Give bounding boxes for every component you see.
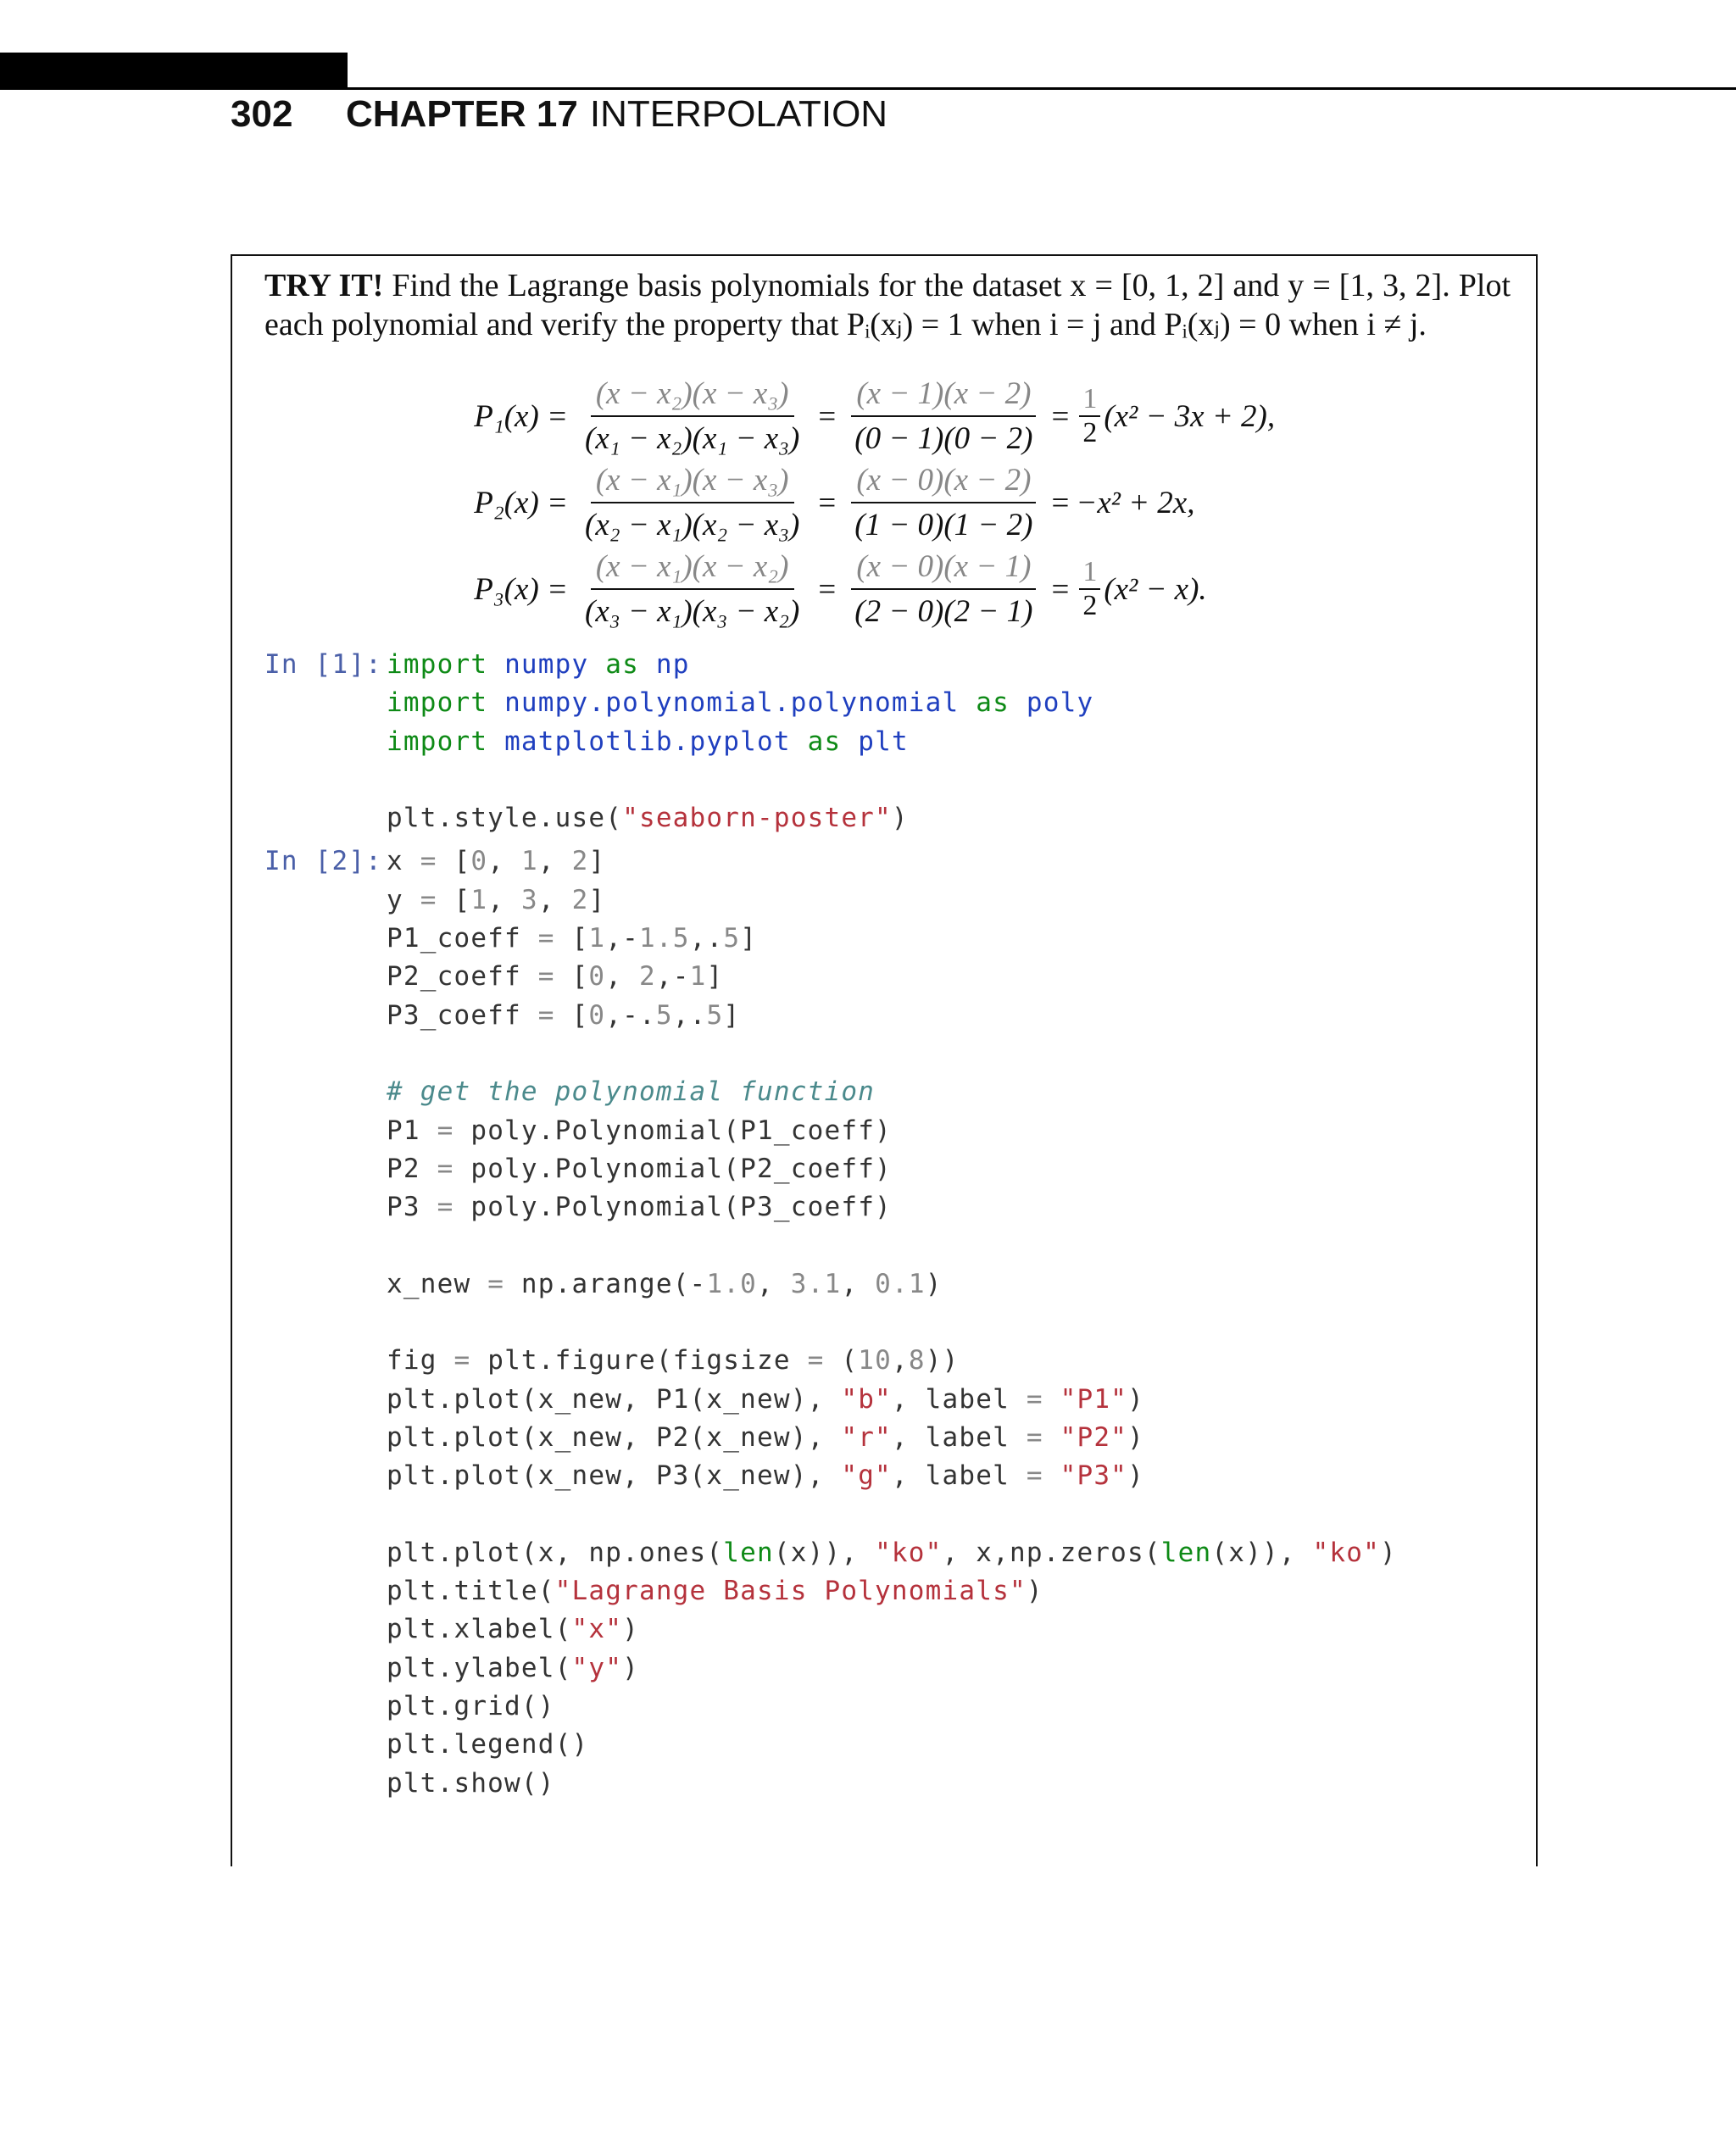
fraction-denominator: (x₃ − x₁)(x₃ − x₂) [585, 594, 800, 629]
equation-lhs: P₃(x) = [474, 571, 568, 607]
code-line [264, 1457, 1397, 1495]
code-text: plt.show() [387, 1767, 555, 1799]
fraction-substituted [849, 548, 1038, 630]
fraction-numerator: (x − x₁)(x − x₂) [591, 548, 794, 590]
coefficient-numerator: 1 [1079, 383, 1100, 417]
header-bar [0, 53, 348, 90]
code-line [264, 1572, 1397, 1610]
fraction-substituted [849, 462, 1038, 543]
fraction-substituted [849, 375, 1038, 457]
code-cell [264, 842, 1397, 1802]
equation-result: (x² − x). [1104, 571, 1207, 607]
cell-prompt: In [1]: [264, 649, 383, 680]
header-rule [348, 87, 1736, 90]
code-line [264, 761, 1397, 799]
code-text: plt.plot(x_new, P1(x_new), "b", label = "P1") [387, 1383, 1144, 1415]
fraction-general [580, 375, 804, 457]
code-text: plt.plot(x_new, P3(x_new), "g", label = "P3") [387, 1460, 1144, 1492]
code-text: plt.style.use("seaborn-poster") [387, 803, 909, 834]
coefficient-numerator: 1 [1079, 556, 1100, 590]
code-text: plt.ylabel("y") [387, 1652, 639, 1683]
try-it-lead: TRY IT! [264, 268, 384, 303]
fraction-numerator: (x − 0)(x − 2) [851, 462, 1036, 503]
code-line [264, 1610, 1397, 1649]
code-text: P2 = poly.Polynomial(P2_coeff) [387, 1153, 892, 1184]
coefficient-denominator: 2 [1082, 590, 1098, 621]
equation-row [458, 373, 1275, 459]
code-line [264, 1726, 1397, 1764]
code-line [264, 997, 1397, 1035]
fraction-numerator: (x − 0)(x − 1) [851, 548, 1036, 590]
fraction-denominator: (0 − 1)(0 − 2) [854, 421, 1033, 456]
code-text: x = [0, 1, 2] [387, 846, 606, 877]
code-cell [264, 646, 1397, 837]
fraction-numerator: (x − x₂)(x − x₃) [591, 375, 794, 417]
code-line [264, 958, 1397, 996]
code-line [264, 1765, 1397, 1803]
equals-sign: = [1051, 485, 1070, 520]
code-listing [264, 646, 1397, 1803]
fraction-general [580, 462, 804, 543]
code-text: plt.legend() [387, 1729, 589, 1760]
code-text: P3_coeff = [0,-.5,.5] [387, 999, 741, 1031]
code-text: plt.xlabel("x") [387, 1614, 639, 1645]
code-line [264, 881, 1397, 920]
intro-line-2: each polynomial and verify the property that Pᵢ(xⱼ) = 1 when i = j and Pᵢ(xⱼ) = 0 when i ≠ j. [264, 307, 1427, 342]
code-text: import numpy.polynomial.polynomial as poly [387, 687, 1094, 719]
equals-sign: = [1051, 398, 1070, 434]
code-line [264, 1649, 1397, 1688]
code-line [264, 1534, 1397, 1572]
page-number: 302 [231, 93, 293, 135]
code-text: plt.plot(x_new, P2(x_new), "r", label = "P2") [387, 1421, 1144, 1453]
chapter-heading [346, 93, 887, 136]
fraction-denominator: (1 − 0)(1 − 2) [854, 508, 1033, 542]
code-line [264, 684, 1397, 722]
equals-sign: = [818, 485, 837, 520]
code-text: plt.title("Lagrange Basis Polynomials") [387, 1576, 1043, 1607]
equals-sign: = [1051, 571, 1070, 607]
code-text: # get the polynomial function [387, 1076, 876, 1108]
chapter-title: INTERPOLATION [589, 93, 888, 135]
equals-sign: = [818, 571, 837, 607]
code-line [264, 1342, 1397, 1380]
code-line [264, 1112, 1397, 1150]
code-line [264, 1688, 1397, 1726]
code-text: import numpy as np [387, 649, 690, 680]
equals-sign: = [818, 398, 837, 434]
coefficient-fraction [1079, 383, 1100, 449]
code-text: plt.grid() [387, 1691, 555, 1722]
equation-row [458, 459, 1275, 546]
code-text: P1_coeff = [1,-1.5,.5] [387, 923, 758, 954]
code-line [264, 1381, 1397, 1419]
fraction-denominator: (2 − 0)(2 − 1) [854, 594, 1033, 629]
code-text: P3 = poly.Polynomial(P3_coeff) [387, 1192, 892, 1223]
coefficient-denominator: 2 [1082, 417, 1098, 448]
code-text: y = [1, 3, 2] [387, 884, 606, 915]
coefficient-fraction [1079, 556, 1100, 622]
fraction-numerator: (x − x₁)(x − x₃) [591, 462, 794, 503]
code-line [264, 1150, 1397, 1188]
code-line [264, 799, 1397, 837]
code-text: plt.plot(x, np.ones(len(x)), "ko", x,np.zeros(len(x)), "ko") [387, 1537, 1397, 1568]
code-line [264, 723, 1397, 761]
code-line [264, 646, 1397, 684]
code-text: P1 = poly.Polynomial(P1_coeff) [387, 1115, 892, 1146]
cell-prompt: In [2]: [264, 846, 383, 877]
code-line [264, 842, 1397, 881]
fraction-denominator: (x₂ − x₁)(x₂ − x₃) [585, 508, 800, 542]
code-text: x_new = np.arange(-1.0, 3.1, 0.1) [387, 1268, 943, 1299]
equation-lhs: P₁(x) = [474, 398, 568, 434]
code-line [264, 1188, 1397, 1226]
fraction-denominator: (x₁ − x₂)(x₁ − x₃) [585, 421, 800, 456]
code-line [264, 920, 1397, 958]
equation-row [458, 546, 1275, 632]
try-it-intro [264, 266, 1511, 344]
chapter-label: CHAPTER 17 [346, 93, 578, 135]
equation-block [458, 373, 1275, 632]
intro-line-1: Find the Lagrange basis polynomials for the dataset x = [0, 1, 2] and y = [1, 3, 2]. Plot [383, 268, 1511, 303]
code-line [264, 1226, 1397, 1265]
code-line [264, 1304, 1397, 1342]
equation-lhs: P₂(x) = [474, 485, 568, 520]
code-line [264, 1265, 1397, 1304]
code-text: import matplotlib.pyplot as plt [387, 726, 909, 757]
fraction-general [580, 548, 804, 630]
code-line [264, 1419, 1397, 1457]
equation-result: (x² − 3x + 2), [1104, 398, 1276, 434]
code-text: P2_coeff = [0, 2,-1] [387, 961, 724, 993]
code-line [264, 1073, 1397, 1111]
code-line [264, 1496, 1397, 1534]
code-line [264, 1035, 1397, 1073]
fraction-numerator: (x − 1)(x − 2) [851, 375, 1036, 417]
code-text: fig = plt.figure(figsize = (10,8)) [387, 1345, 960, 1376]
equation-result: −x² + 2x, [1076, 485, 1195, 520]
